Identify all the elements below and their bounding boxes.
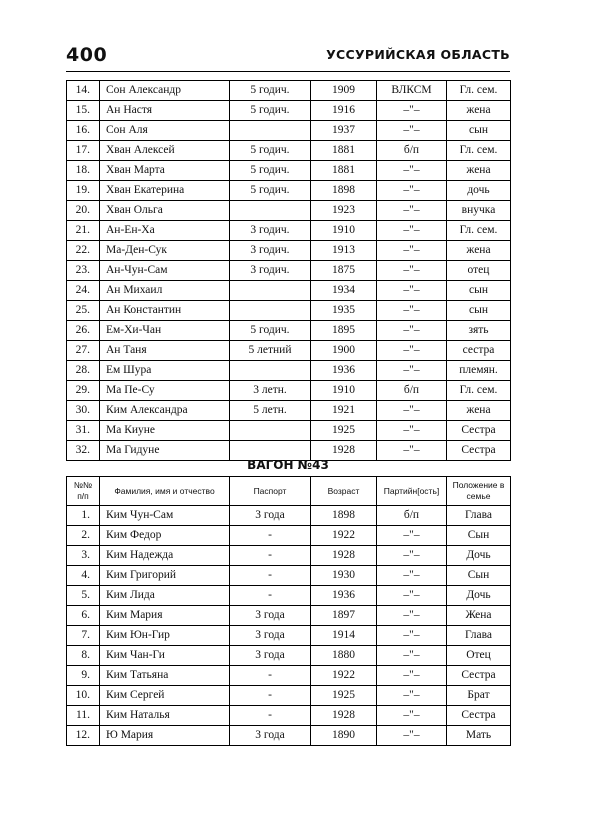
party: б/п <box>377 506 447 526</box>
full-name: Ан Михаил <box>100 281 230 301</box>
wagon-title: ВАГОН №43 <box>247 458 329 472</box>
family-position: Дочь <box>447 546 511 566</box>
table-row <box>67 606 511 626</box>
header-family-position: Положение в семье <box>447 477 511 506</box>
passport <box>230 301 311 321</box>
table-row <box>67 301 511 321</box>
table-row <box>67 381 511 401</box>
birth-year: 1881 <box>311 161 377 181</box>
birth-year: 1935 <box>311 301 377 321</box>
table-row <box>67 241 511 261</box>
family-table-body <box>67 81 511 461</box>
birth-year: 1897 <box>311 606 377 626</box>
table-row <box>67 261 511 281</box>
family-position: Мать <box>447 726 511 746</box>
family-position: Гл. сем. <box>447 141 511 161</box>
table-row <box>67 361 511 381</box>
passport: 3 года <box>230 726 311 746</box>
table-row <box>67 706 511 726</box>
family-position: Дочь <box>447 586 511 606</box>
passport: 5 годич. <box>230 141 311 161</box>
birth-year: 1922 <box>311 666 377 686</box>
row-number: 31. <box>67 421 100 441</box>
row-number: 17. <box>67 141 100 161</box>
row-number: 11. <box>67 706 100 726</box>
table-row <box>67 546 511 566</box>
party: –"– <box>377 646 447 666</box>
party: –"– <box>377 586 447 606</box>
party: –"– <box>377 361 447 381</box>
page-header <box>66 44 510 68</box>
row-number: 2. <box>67 526 100 546</box>
birth-year: 1881 <box>311 141 377 161</box>
party: –"– <box>377 121 447 141</box>
full-name: Ким Юн-Гир <box>100 626 230 646</box>
row-number: 21. <box>67 221 100 241</box>
header-rule <box>66 71 510 72</box>
header-full-name: Фамилия, имя и отчество <box>100 477 230 506</box>
party: –"– <box>377 301 447 321</box>
party: –"– <box>377 706 447 726</box>
family-position: жена <box>447 161 511 181</box>
table-row <box>67 666 511 686</box>
birth-year: 1880 <box>311 646 377 666</box>
full-name: Ан-Ен-Ха <box>100 221 230 241</box>
family-position: Сестра <box>447 421 511 441</box>
party: –"– <box>377 241 447 261</box>
row-number: 14. <box>67 81 100 101</box>
row-number: 6. <box>67 606 100 626</box>
table-row <box>67 506 511 526</box>
table-row <box>67 81 511 101</box>
wagon-43-table <box>66 476 511 746</box>
passport: 3 года <box>230 626 311 646</box>
party: –"– <box>377 726 447 746</box>
birth-year: 1910 <box>311 221 377 241</box>
passport: - <box>230 546 311 566</box>
row-number: 1. <box>67 506 100 526</box>
party: –"– <box>377 566 447 586</box>
birth-year: 1936 <box>311 361 377 381</box>
row-number: 29. <box>67 381 100 401</box>
party: –"– <box>377 201 447 221</box>
row-number: 5. <box>67 586 100 606</box>
header-number: №№ п/п <box>67 477 100 506</box>
party: –"– <box>377 341 447 361</box>
party: –"– <box>377 441 447 461</box>
family-position: Брат <box>447 686 511 706</box>
party: –"– <box>377 101 447 121</box>
family-position: Глава <box>447 506 511 526</box>
row-number: 30. <box>67 401 100 421</box>
party: ВЛКСМ <box>377 81 447 101</box>
table-row <box>67 726 511 746</box>
full-name: Хван Ольга <box>100 201 230 221</box>
full-name: Ан Таня <box>100 341 230 361</box>
family-position: Сестра <box>447 441 511 461</box>
row-number: 8. <box>67 646 100 666</box>
passport <box>230 121 311 141</box>
family-position: жена <box>447 241 511 261</box>
table-row <box>67 526 511 546</box>
row-number: 10. <box>67 686 100 706</box>
full-name: Ма Пе-Су <box>100 381 230 401</box>
passport: 3 годич. <box>230 221 311 241</box>
passport: - <box>230 666 311 686</box>
passport: 3 летн. <box>230 381 311 401</box>
party: –"– <box>377 261 447 281</box>
birth-year: 1930 <box>311 566 377 586</box>
birth-year: 1910 <box>311 381 377 401</box>
party: –"– <box>377 221 447 241</box>
family-position: жена <box>447 401 511 421</box>
table-row <box>67 646 511 666</box>
party: –"– <box>377 626 447 646</box>
full-name: Ем Шура <box>100 361 230 381</box>
party: –"– <box>377 281 447 301</box>
party: б/п <box>377 141 447 161</box>
family-position: зять <box>447 321 511 341</box>
row-number: 20. <box>67 201 100 221</box>
row-number: 32. <box>67 441 100 461</box>
family-position: Гл. сем. <box>447 81 511 101</box>
table-row <box>67 626 511 646</box>
birth-year: 1928 <box>311 546 377 566</box>
family-position: Сын <box>447 566 511 586</box>
passport <box>230 361 311 381</box>
birth-year: 1909 <box>311 81 377 101</box>
table-row <box>67 201 511 221</box>
passport: - <box>230 686 311 706</box>
row-number: 25. <box>67 301 100 321</box>
family-table-continued <box>66 80 511 461</box>
row-number: 7. <box>67 626 100 646</box>
family-position: сын <box>447 121 511 141</box>
table-row <box>67 321 511 341</box>
party: –"– <box>377 686 447 706</box>
birth-year: 1916 <box>311 101 377 121</box>
passport: 5 годич. <box>230 101 311 121</box>
passport: - <box>230 566 311 586</box>
family-position: жена <box>447 101 511 121</box>
family-position: Жена <box>447 606 511 626</box>
family-position: Сестра <box>447 706 511 726</box>
full-name: Ем-Хи-Чан <box>100 321 230 341</box>
wagon-43-table-body <box>67 506 511 746</box>
table-row <box>67 401 511 421</box>
table-row <box>67 161 511 181</box>
birth-year: 1900 <box>311 341 377 361</box>
party: –"– <box>377 666 447 686</box>
row-number: 19. <box>67 181 100 201</box>
passport: 5 годич. <box>230 81 311 101</box>
birth-year: 1934 <box>311 281 377 301</box>
passport <box>230 281 311 301</box>
full-name: Ким Надежда <box>100 546 230 566</box>
full-name: Ю Мария <box>100 726 230 746</box>
family-position: отец <box>447 261 511 281</box>
family-position: Гл. сем. <box>447 221 511 241</box>
full-name: Хван Марта <box>100 161 230 181</box>
birth-year: 1925 <box>311 686 377 706</box>
table-row <box>67 421 511 441</box>
party: –"– <box>377 181 447 201</box>
table-row <box>67 181 511 201</box>
row-number: 4. <box>67 566 100 586</box>
row-number: 28. <box>67 361 100 381</box>
full-name: Ким Чун-Сам <box>100 506 230 526</box>
birth-year: 1875 <box>311 261 377 281</box>
full-name: Ким Сергей <box>100 686 230 706</box>
header-birth-year: Возраст <box>311 477 377 506</box>
family-position: Сестра <box>447 666 511 686</box>
row-number: 22. <box>67 241 100 261</box>
party: –"– <box>377 606 447 626</box>
full-name: Ан Константин <box>100 301 230 321</box>
full-name: Ма Киуне <box>100 421 230 441</box>
birth-year: 1921 <box>311 401 377 421</box>
birth-year: 1925 <box>311 421 377 441</box>
table-row <box>67 566 511 586</box>
row-number: 3. <box>67 546 100 566</box>
full-name: Ким Александра <box>100 401 230 421</box>
party: –"– <box>377 526 447 546</box>
full-name: Ким Федор <box>100 526 230 546</box>
full-name: Ким Григорий <box>100 566 230 586</box>
row-number: 16. <box>67 121 100 141</box>
family-position: дочь <box>447 181 511 201</box>
table-row <box>67 341 511 361</box>
birth-year: 1913 <box>311 241 377 261</box>
full-name: Ким Лида <box>100 586 230 606</box>
party: –"– <box>377 546 447 566</box>
passport: 3 года <box>230 506 311 526</box>
party: –"– <box>377 401 447 421</box>
family-position: Гл. сем. <box>447 381 511 401</box>
row-number: 12. <box>67 726 100 746</box>
family-position: сестра <box>447 341 511 361</box>
family-position: племян. <box>447 361 511 381</box>
passport: - <box>230 706 311 726</box>
row-number: 18. <box>67 161 100 181</box>
family-position: внучка <box>447 201 511 221</box>
party: –"– <box>377 421 447 441</box>
header-passport: Паспорт <box>230 477 311 506</box>
birth-year: 1922 <box>311 526 377 546</box>
birth-year: 1936 <box>311 586 377 606</box>
table-row <box>67 586 511 606</box>
family-position: Отец <box>447 646 511 666</box>
party: –"– <box>377 321 447 341</box>
table-row <box>67 281 511 301</box>
full-name: Ким Мария <box>100 606 230 626</box>
full-name: Ан Настя <box>100 101 230 121</box>
row-number: 24. <box>67 281 100 301</box>
row-number: 23. <box>67 261 100 281</box>
passport <box>230 201 311 221</box>
birth-year: 1928 <box>311 441 377 461</box>
passport: 5 летн. <box>230 401 311 421</box>
table-row <box>67 686 511 706</box>
table-header-row <box>67 477 511 506</box>
table-row <box>67 101 511 121</box>
family-position: сын <box>447 281 511 301</box>
row-number: 15. <box>67 101 100 121</box>
passport: - <box>230 526 311 546</box>
birth-year: 1928 <box>311 706 377 726</box>
family-position: Глава <box>447 626 511 646</box>
running-title: УССУРИЙСКАЯ ОБЛАСТЬ <box>326 47 510 62</box>
family-position: сын <box>447 301 511 321</box>
full-name: Сон Александр <box>100 81 230 101</box>
passport <box>230 421 311 441</box>
full-name: Ким Татьяна <box>100 666 230 686</box>
party: –"– <box>377 161 447 181</box>
table-row <box>67 121 511 141</box>
header-party: Партийн[ость] <box>377 477 447 506</box>
passport: 3 годич. <box>230 241 311 261</box>
full-name: Хван Екатерина <box>100 181 230 201</box>
row-number: 9. <box>67 666 100 686</box>
passport: 3 года <box>230 606 311 626</box>
family-position: Сын <box>447 526 511 546</box>
row-number: 27. <box>67 341 100 361</box>
passport: 5 годич. <box>230 161 311 181</box>
birth-year: 1937 <box>311 121 377 141</box>
full-name: Сон Аля <box>100 121 230 141</box>
full-name: Ким Наталья <box>100 706 230 726</box>
birth-year: 1895 <box>311 321 377 341</box>
passport: 3 года <box>230 646 311 666</box>
full-name: Ан-Чун-Сам <box>100 261 230 281</box>
passport: 3 годич. <box>230 261 311 281</box>
birth-year: 1898 <box>311 506 377 526</box>
full-name: Ким Чан-Ги <box>100 646 230 666</box>
full-name: Хван Алексей <box>100 141 230 161</box>
full-name: Ма-Ден-Сук <box>100 241 230 261</box>
birth-year: 1898 <box>311 181 377 201</box>
table-row <box>67 141 511 161</box>
row-number: 26. <box>67 321 100 341</box>
passport: 5 годич. <box>230 321 311 341</box>
passport: - <box>230 586 311 606</box>
table-row <box>67 221 511 241</box>
page-number: 400 <box>66 44 108 66</box>
birth-year: 1890 <box>311 726 377 746</box>
party: б/п <box>377 381 447 401</box>
passport: 5 годич. <box>230 181 311 201</box>
passport: 5 летний <box>230 341 311 361</box>
full-name: Ма Гидуне <box>100 441 230 461</box>
birth-year: 1923 <box>311 201 377 221</box>
birth-year: 1914 <box>311 626 377 646</box>
